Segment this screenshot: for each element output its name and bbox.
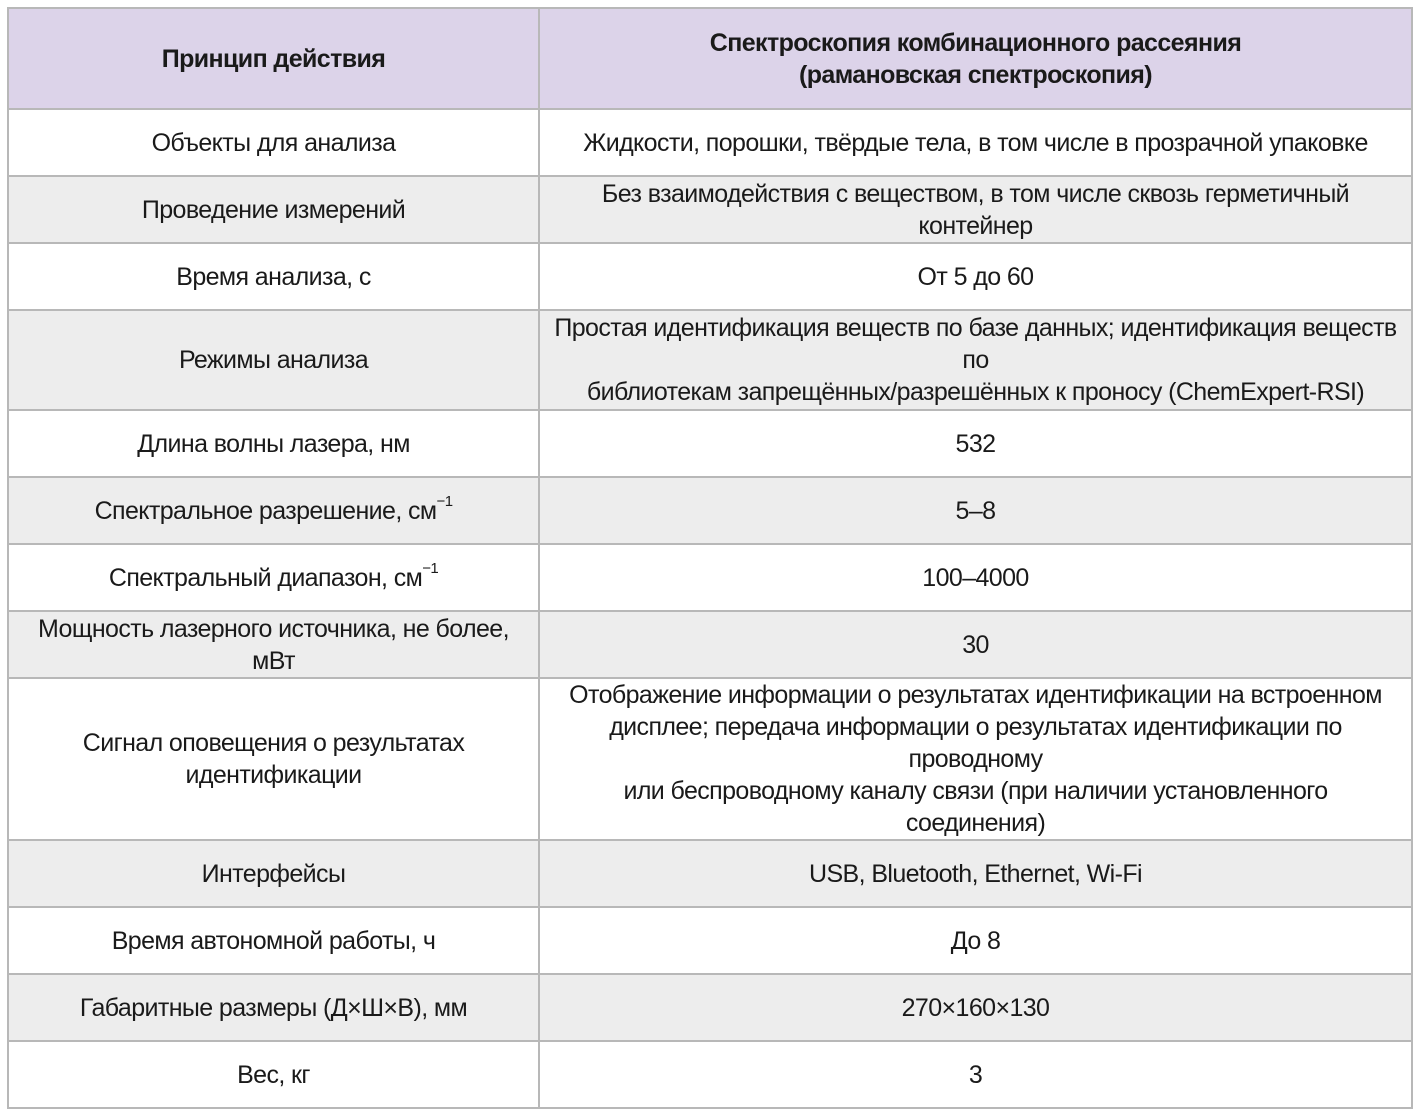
header-method <box>539 8 1412 109</box>
table-row <box>8 974 1412 1041</box>
value-cell: Жидкости, порошки, твёрдые тела, в том числе в прозрачной упаковке <box>539 109 1412 176</box>
value-line: библиотекам запрещённых/разрешённых к проносу (ChemExpert-RSI) <box>586 378 1365 406</box>
table-row <box>8 678 1412 840</box>
value-cell <box>539 678 1412 840</box>
value-cell: 532 <box>539 410 1412 477</box>
table-row <box>8 907 1412 974</box>
value-cell: 5–8 <box>539 477 1412 544</box>
param-text: Спектральное разрешение, см <box>94 496 437 525</box>
value-cell: USB, Bluetooth, Ethernet, Wi-Fi <box>539 840 1412 907</box>
table-row <box>8 840 1412 907</box>
param-line: Сигнал оповещения о результатах <box>82 729 465 757</box>
value-cell: 3 <box>539 1041 1412 1108</box>
header-principle <box>8 8 539 109</box>
header-method-line2: (рамановская спектроскопия) <box>799 60 1152 89</box>
table-row <box>8 109 1412 176</box>
superscript-minus-one: −1 <box>422 560 439 578</box>
table-row <box>8 410 1412 477</box>
table-row <box>8 477 1412 544</box>
value-line: Отображение информации о результатах идентификации на встроенном <box>569 681 1382 709</box>
header-principle-label: Принцип действия <box>161 44 386 73</box>
param-line: идентификации <box>185 761 362 789</box>
table-row <box>8 1041 1412 1108</box>
value-cell: От 5 до 60 <box>539 243 1412 310</box>
value-line: дисплее; передача информации о результатах идентификации по проводному <box>609 713 1342 773</box>
param-cell: Объекты для анализа <box>8 109 539 176</box>
table-row <box>8 243 1412 310</box>
param-cell: Вес, кг <box>8 1041 539 1108</box>
param-cell: Габаритные размеры (Д×Ш×В), мм <box>8 974 539 1041</box>
param-cell: Проведение измерений <box>8 176 539 243</box>
param-cell: Режимы анализа <box>8 310 539 410</box>
value-cell: 270×160×130 <box>539 974 1412 1041</box>
param-cell <box>8 544 539 611</box>
table-row <box>8 544 1412 611</box>
value-cell: Без взаимодействия с веществом, в том числе сквозь герметичный контейнер <box>539 176 1412 243</box>
superscript-minus-one: −1 <box>436 493 453 511</box>
spec-table <box>7 7 1413 1109</box>
value-cell: До 8 <box>539 907 1412 974</box>
value-cell: 30 <box>539 611 1412 678</box>
param-text: Спектральный диапазон, см <box>108 563 423 592</box>
value-cell <box>539 310 1412 410</box>
param-cell: Время анализа, с <box>8 243 539 310</box>
table-row <box>8 176 1412 243</box>
table-row <box>8 611 1412 678</box>
table-header-row <box>8 8 1412 109</box>
param-cell: Время автономной работы, ч <box>8 907 539 974</box>
param-cell: Мощность лазерного источника, не более, мВт <box>8 611 539 678</box>
header-method-line1: Спектроскопия комбинационного рассеяния <box>709 28 1242 57</box>
table-row <box>8 310 1412 410</box>
value-line: Простая идентификация веществ по базе данных; идентификация веществ по <box>554 314 1397 374</box>
value-cell: 100–4000 <box>539 544 1412 611</box>
value-line: или беспроводному каналу связи (при наличии установленного соединения) <box>623 777 1328 837</box>
param-cell <box>8 678 539 840</box>
param-cell: Интерфейсы <box>8 840 539 907</box>
param-cell: Длина волны лазера, нм <box>8 410 539 477</box>
param-cell <box>8 477 539 544</box>
